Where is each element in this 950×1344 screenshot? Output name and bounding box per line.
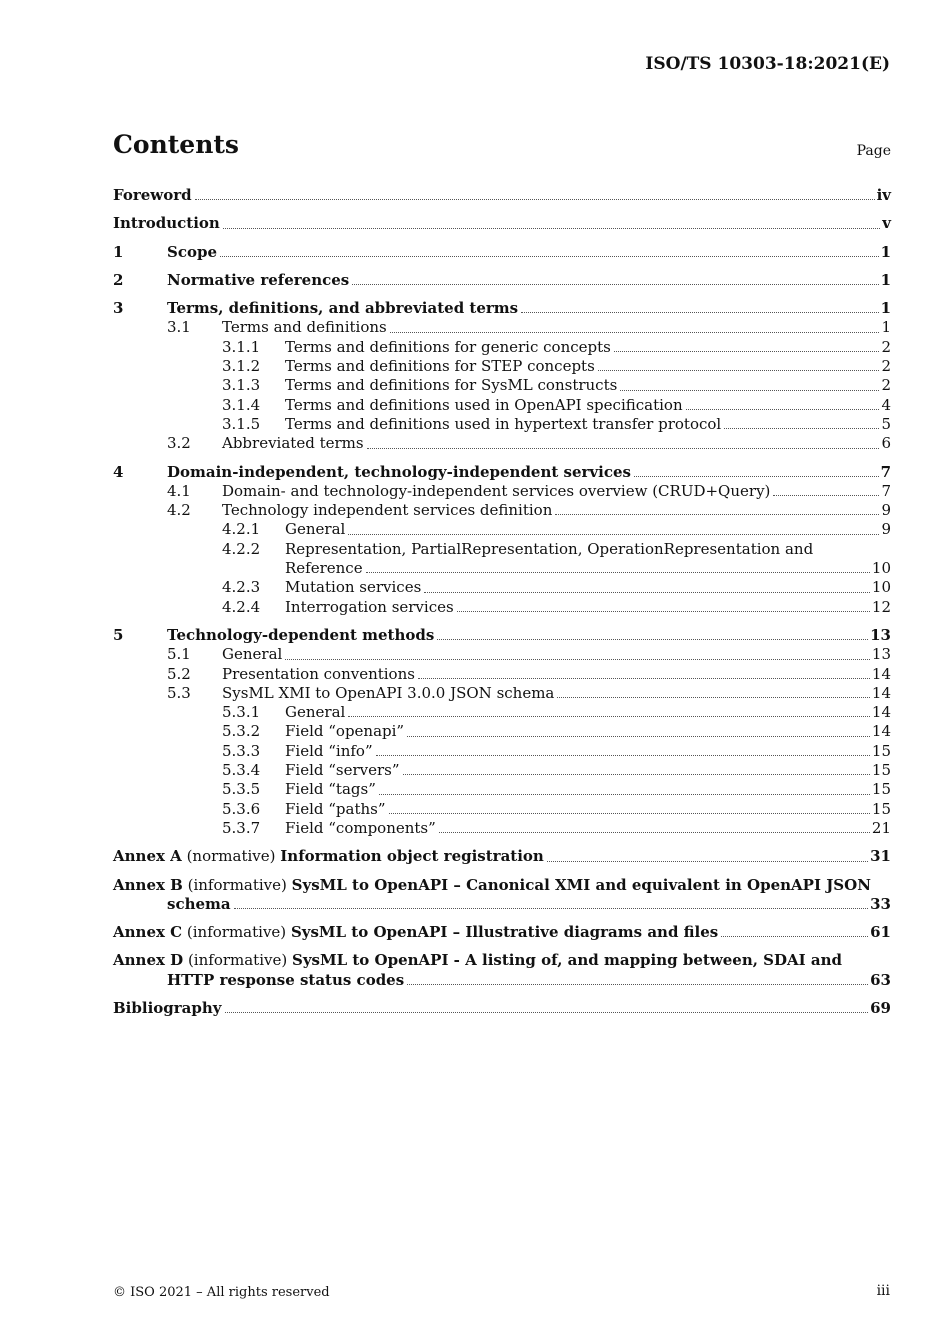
toc-title: Field “tags” [285, 780, 376, 799]
toc-title [113, 923, 718, 942]
leader-dots [234, 908, 869, 909]
leader-dots [407, 984, 868, 985]
leader-dots [407, 736, 870, 737]
toc-entry-bibliography[interactable] [113, 999, 891, 1018]
annex-label: Annex A [113, 847, 182, 866]
toc-title: Technology-dependent methods [167, 625, 435, 644]
toc-title: Scope [167, 242, 218, 261]
toc-title: Bibliography [113, 998, 222, 1017]
toc-number: 5.3 [167, 683, 191, 702]
annex-title-line1: SysML to OpenAPI – Canonical XMI and equivalent in OpenAPI JSON [291, 875, 871, 894]
toc-entry-3-1-3[interactable] [113, 376, 891, 395]
toc-entry-5-3-2[interactable] [113, 722, 891, 741]
toc-number: 5.3.5 [222, 780, 261, 799]
toc-entry-3-1-1[interactable] [113, 338, 891, 357]
leader-dots [724, 428, 879, 429]
annex-label: Annex C [113, 923, 183, 942]
leader-dots [367, 448, 880, 449]
toc-number: 5.3.6 [222, 799, 261, 818]
toc-entry-annex-d-continued[interactable] [113, 971, 891, 990]
toc-entry-5-3-1[interactable] [113, 703, 891, 722]
toc-title-line1: Representation, PartialRepresentation, OperationRepresentation and [285, 539, 814, 558]
toc-entry-5-2[interactable] [113, 665, 891, 684]
toc-title: Presentation conventions [222, 664, 415, 683]
toc-title: Terms and definitions for SysML constructs [285, 376, 618, 395]
toc-number: 3.2 [167, 434, 191, 453]
toc-title: Introduction [113, 214, 220, 233]
toc-number: 2 [113, 270, 124, 289]
toc-title [113, 847, 544, 866]
toc-title: General [222, 645, 283, 664]
toc-title-line2: Reference [285, 559, 363, 578]
toc-entry-4-2[interactable] [113, 501, 891, 520]
toc-page: 2 [881, 337, 891, 356]
leader-dots [424, 592, 870, 593]
toc-entry-5-3-4[interactable] [113, 761, 891, 780]
toc-page: 7 [881, 481, 891, 500]
annex-kind: (informative) [186, 923, 287, 942]
annex-title-line1: SysML to OpenAPI - A listing of, and mapping between, SDAI and [292, 951, 843, 970]
toc-page: 7 [880, 462, 891, 481]
toc-page: 15 [871, 761, 891, 780]
document-code: ISO/TS 10303-18:2021(E) [645, 54, 890, 74]
toc-entry-5-1[interactable] [113, 645, 891, 664]
toc-title: Abbreviated terms [222, 434, 364, 453]
toc-page: 6 [881, 434, 891, 453]
leader-dots [620, 390, 879, 391]
toc-page: 21 [871, 818, 891, 837]
toc-entry-2[interactable] [113, 271, 891, 290]
leader-dots [457, 611, 870, 612]
toc-page: 14 [871, 683, 891, 702]
toc-page: 9 [881, 501, 891, 520]
leader-dots [437, 639, 868, 640]
toc-title: Domain-independent, technology-independent services [167, 462, 631, 481]
toc-entry-annex-b[interactable] [113, 876, 891, 895]
toc-title: Field “openapi” [285, 722, 405, 741]
toc-entry-3[interactable] [113, 299, 891, 318]
toc-page: 12 [871, 597, 891, 616]
toc-number: 4.2.3 [222, 578, 261, 597]
toc-page: 1 [880, 242, 891, 261]
toc-number: 3.1 [167, 318, 191, 337]
toc-page: 10 [871, 578, 891, 597]
leader-dots [439, 832, 870, 833]
toc-entry-3-1-5[interactable] [113, 415, 891, 434]
toc-entry-5-3-3[interactable] [113, 742, 891, 761]
toc-entry-4-2-2[interactable] [113, 540, 891, 559]
leader-dots [557, 697, 870, 698]
toc-title: Interrogation services [285, 597, 454, 616]
toc-page: 15 [871, 741, 891, 760]
annex-title-line2: HTTP response status codes [167, 970, 405, 989]
toc-title: Technology independent services definition [222, 501, 553, 520]
toc-entry-3-2[interactable] [113, 434, 891, 453]
toc-entry-1[interactable] [113, 243, 891, 262]
toc-page: 15 [871, 799, 891, 818]
toc-title: Terms and definitions [222, 318, 387, 337]
leader-dots [634, 476, 879, 477]
toc-entry-5-3[interactable] [113, 684, 891, 703]
toc-entry-annex-c[interactable] [113, 923, 891, 942]
toc-title: Field “paths” [285, 799, 386, 818]
toc-page: 9 [881, 520, 891, 539]
leader-dots [598, 370, 880, 371]
toc-entry-annex-d[interactable] [113, 951, 891, 970]
page-column-label: Page [856, 143, 891, 159]
leader-dots [403, 774, 870, 775]
toc-page: 69 [870, 998, 891, 1017]
toc-title: Terms, definitions, and abbreviated terms [167, 299, 519, 318]
annex-label: Annex B [113, 875, 183, 894]
toc-title: General [285, 703, 346, 722]
toc-title: Normative references [167, 270, 350, 289]
annex-title: Information object registration [280, 847, 544, 866]
toc-number: 3.1.1 [222, 337, 261, 356]
toc-page: 2 [881, 357, 891, 376]
toc-number: 1 [113, 242, 124, 261]
table-of-contents [113, 186, 891, 1018]
toc-page: 1 [880, 270, 891, 289]
toc-page: 14 [871, 664, 891, 683]
toc-number: 5.3.7 [222, 818, 261, 837]
toc-number: 3.1.5 [222, 414, 261, 433]
toc-entry-3-1-2[interactable] [113, 357, 891, 376]
toc-page: 61 [870, 923, 891, 942]
toc-number: 3.1.2 [222, 357, 261, 376]
leader-dots [379, 794, 870, 795]
leader-dots [773, 495, 879, 496]
leader-dots [614, 351, 880, 352]
leader-dots [376, 755, 870, 756]
toc-number: 4.2.1 [222, 520, 261, 539]
toc-title: Terms and definitions for generic concepts [285, 337, 611, 356]
toc-title: Terms and definitions used in OpenAPI specification [285, 395, 683, 414]
toc-entry-5-3-7[interactable] [113, 819, 891, 838]
leader-dots [223, 228, 880, 229]
toc-page: 4 [881, 395, 891, 414]
toc-number: 5.3.1 [222, 703, 261, 722]
toc-number: 4.2 [167, 501, 191, 520]
annex-title-line2: schema [167, 894, 231, 913]
annex-kind: (informative) [187, 875, 287, 894]
toc-title: Domain- and technology-independent services overview (CRUD+Query) [222, 481, 771, 500]
toc-page: 1 [880, 299, 891, 318]
toc-entry-5-3-5[interactable] [113, 780, 891, 799]
toc-title: Terms and definitions used in hypertext transfer protocol [285, 414, 722, 433]
toc-page: 13 [871, 645, 891, 664]
toc-title: Foreword [113, 186, 192, 204]
leader-dots [285, 659, 870, 660]
annex-kind: (informative) [187, 951, 288, 970]
toc-entry-introduction[interactable] [113, 214, 891, 233]
toc-number: 5 [113, 625, 124, 644]
leader-dots [686, 409, 880, 410]
toc-entry-4-2-4[interactable] [113, 598, 891, 617]
toc-entry-4-2-3[interactable] [113, 578, 891, 597]
leader-dots [352, 284, 878, 285]
toc-entry-4-2-1[interactable] [113, 520, 891, 539]
toc-title: SysML XMI to OpenAPI 3.0.0 JSON schema [222, 683, 555, 702]
toc-number: 3.1.4 [222, 395, 261, 414]
page-number: iii [876, 1283, 890, 1299]
toc-page: 13 [870, 625, 891, 644]
toc-page: 33 [870, 894, 891, 913]
toc-title: Mutation services [285, 578, 422, 597]
toc-page: v [882, 214, 891, 233]
annex-kind: (normative) [186, 847, 276, 866]
toc-number: 4.1 [167, 481, 191, 500]
toc-entry-5[interactable] [113, 626, 891, 645]
toc-entry-3-1[interactable] [113, 318, 891, 337]
toc-entry-5-3-6[interactable] [113, 800, 891, 819]
toc-title: Terms and definitions for STEP concepts [285, 357, 595, 376]
toc-entry-annex-a[interactable] [113, 847, 891, 866]
leader-dots [195, 199, 875, 200]
toc-page: 14 [871, 722, 891, 741]
leader-dots [225, 1012, 869, 1013]
leader-dots [348, 534, 879, 535]
toc-number: 3.1.3 [222, 376, 261, 395]
toc-page: 31 [870, 847, 891, 866]
toc-entry-annex-b-continued[interactable] [113, 895, 891, 914]
toc-number: 5.2 [167, 664, 191, 683]
copyright-notice: © ISO 2021 – All rights reserved [113, 1285, 330, 1300]
leader-dots [418, 678, 870, 679]
leader-dots [555, 514, 879, 515]
toc-title: Field “servers” [285, 761, 400, 780]
leader-dots [348, 716, 870, 717]
toc-title: Field “components” [285, 818, 436, 837]
toc-entry-3-1-4[interactable] [113, 396, 891, 415]
toc-page: 10 [871, 559, 891, 578]
contents-title: Contents [113, 130, 240, 159]
toc-number: 5.3.3 [222, 741, 261, 760]
toc-number: 5.1 [167, 645, 191, 664]
toc-page: iv [876, 186, 891, 204]
leader-dots [547, 861, 868, 862]
toc-title: Field “info” [285, 741, 373, 760]
toc-page: 2 [881, 376, 891, 395]
toc-number: 4.2.4 [222, 597, 261, 616]
toc-page: 15 [871, 780, 891, 799]
leader-dots [366, 572, 870, 573]
toc-page: 5 [881, 414, 891, 433]
toc-number: 4 [113, 462, 124, 481]
toc-number: 4.2.2 [222, 539, 261, 558]
annex-label: Annex D [113, 951, 184, 970]
leader-dots [721, 936, 868, 937]
toc-number: 3 [113, 299, 124, 318]
leader-dots [220, 256, 879, 257]
toc-number: 5.3.4 [222, 761, 261, 780]
toc-number: 5.3.2 [222, 722, 261, 741]
annex-title: SysML to OpenAPI – Illustrative diagrams and files [290, 923, 719, 942]
toc-entry-4[interactable] [113, 463, 891, 482]
toc-entry-4-1[interactable] [113, 482, 891, 501]
toc-title: General [285, 520, 346, 539]
leader-dots [390, 332, 880, 333]
leader-dots [389, 813, 870, 814]
toc-page: 63 [870, 970, 891, 989]
toc-entry-4-2-2-continued[interactable] [113, 559, 891, 578]
toc-page: 1 [881, 318, 891, 337]
toc-entry-foreword[interactable] [113, 186, 891, 205]
leader-dots [521, 312, 878, 313]
toc-page: 14 [871, 703, 891, 722]
